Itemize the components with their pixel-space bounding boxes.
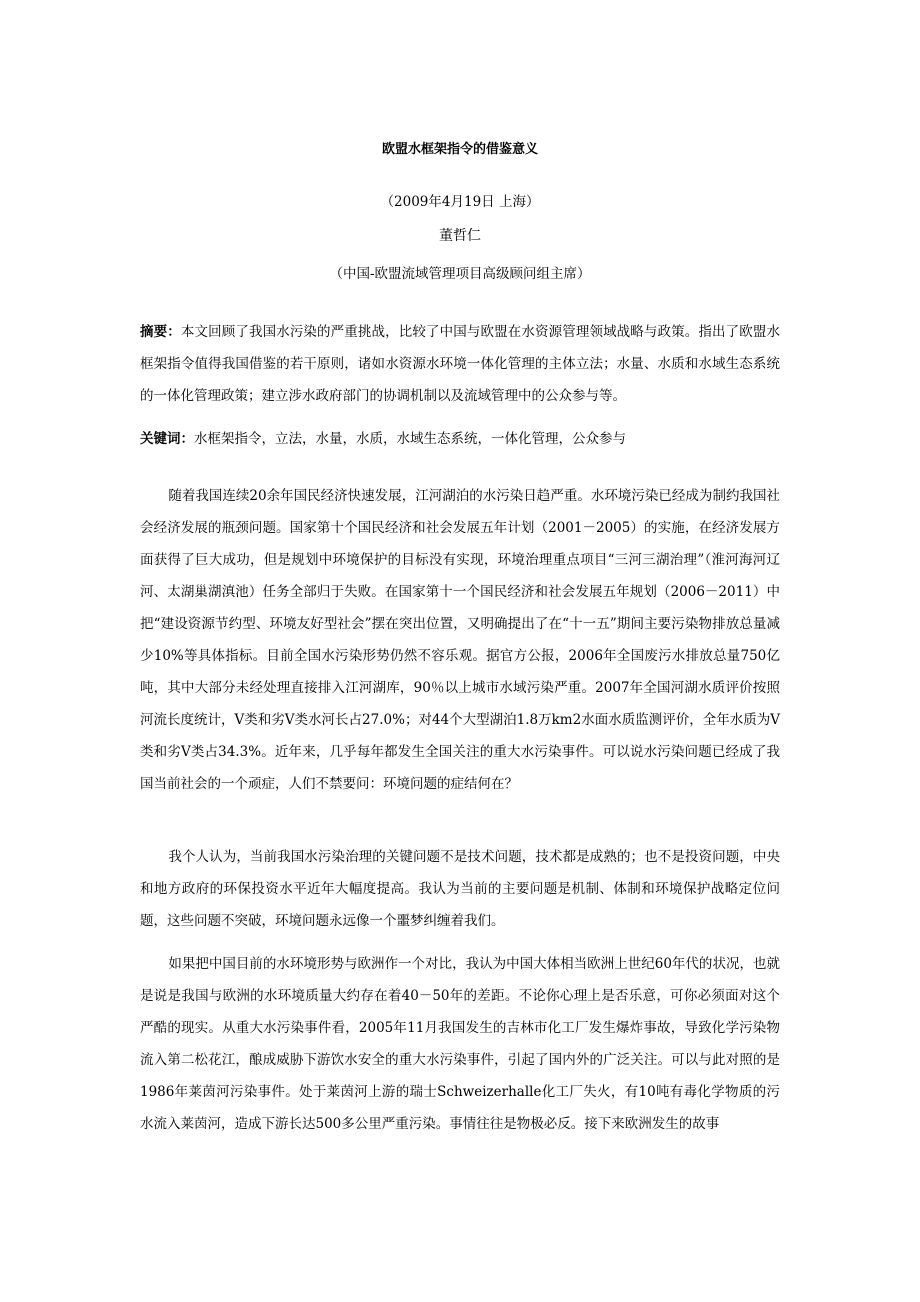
abstract	[140, 316, 780, 412]
author-affiliation: （中国-欧盟流域管理项目高级顾问组主席）	[329, 266, 591, 282]
body-paragraph-2: 我个人认为，当前我国水污染治理的关键问题不是技术问题，技术都是成熟的；也不是投资问题，中央和地方政府的环保投资水平近年大幅度提高。我认为当前的主要问题是机制、体制和环境保护战略定位问题，这些问题不突破，环境问题永远像一个噩梦纠缠着我们。	[140, 849, 780, 929]
keywords-text: 水框架指令，立法，水量，水质，水域生态系统，一体化管理，公众参与	[194, 431, 626, 447]
author-name: 董哲仁	[439, 228, 481, 244]
body-paragraph-1: 随着我国连续20余年国民经济快速发展，江河湖泊的水污染日趋严重。水环境污染已经成为制约我国社会经济发展的瓶颈问题。国家第十个国民经济和社会发展五年计划（2001－2005）的实施，在经济发展方面获得了巨大成功，但是规划中环境保护的目标没有实现，环境治理重点项目“三河三湖治理”（淮河海河辽河、太湖巢湖滇池）任务全部归于失败。在国家第十一个国民经济和社会发展五年规划（2006－2011）中把“建设资源节约型、环境友好型社会”摆在突出位置，又明确提出了在“十一五”期间主要污染物排放总量减少10%等具体指标。目前全国水污染形势仍然不容乐观。据官方公报，2006年全国废污水排放总量750亿吨，其中大部分未经处理直接排入江河湖库，90％以上城市水域污染严重。2007年全国河湖水质评价按照河流长度统计，Ⅴ类和劣Ⅴ类水河长占27.0%；对44个大型湖泊1.8万km2水面水质监测评价，全年水质为Ⅴ类和劣Ⅴ类占34.3%。近年来，几乎每年都发生全国关注的重大水污染事件。可以说水污染问题已经成了我国当前社会的一个顽症，人们不禁要问：环境问题的症结何在？	[140, 488, 780, 792]
date-line: （2009年4月19日 上海）	[380, 194, 540, 210]
keywords	[140, 423, 780, 455]
abstract-text: 本文回顾了我国水污染的严重挑战，比较了中国与欧盟在水资源管理领域战略与政策。指出了欧盟水框架指令值得我国借鉴的若干原则，诸如水资源水环境一体化管理的主体立法；水量、水质和水域生态系统的一体化管理政策；建立涉水政府部门的协调机制以及流域管理中的公众参与等。	[140, 324, 780, 404]
abstract-label: 摘要：	[140, 324, 181, 340]
keywords-label: 关键词：	[140, 431, 194, 447]
body-paragraph-3: 如果把中国目前的水环境形势与欧洲作一个对比，我认为中国大体相当欧洲上世纪60年代的状况，也就是说是我国与欧洲的水环境质量大约存在着40－50年的差距。不论你心理上是否乐意，可你必须面对这个严酷的现实。从重大水污染事件看，2005年11月我国发生的吉林市化工厂发生爆炸事故，导致化学污染物流入第二松花江，酿成威胁下游饮水安全的重大水污染事件，引起了国内外的广泛关注。可以与此对照的是1986年莱茵河污染事件。处于莱茵河上游的瑞士Schweizerhalle化工厂失火，有10吨有毒化学物质的污水流入莱茵河，造成下游长达500多公里严重污染。事情往往是物极必反。接下来欧洲发生的故事	[140, 956, 780, 1132]
page-title: 欧盟水框架指令的借鉴意义	[381, 142, 538, 157]
